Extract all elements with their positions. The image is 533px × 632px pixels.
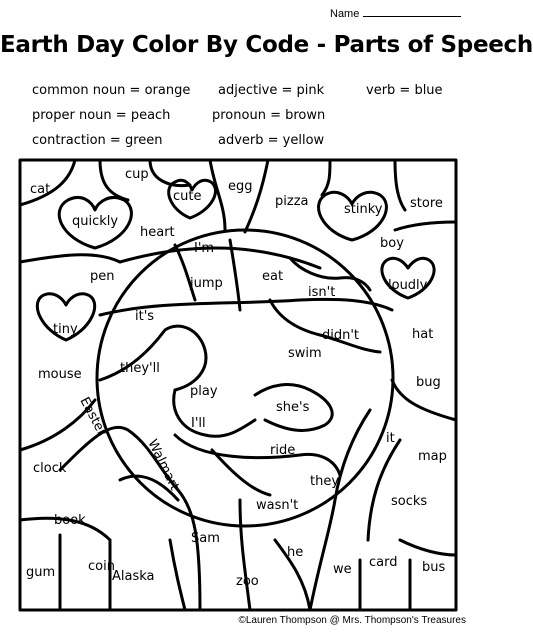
word-shes: she's xyxy=(276,400,310,415)
word-quickly: quickly xyxy=(72,214,119,229)
word-boy: boy xyxy=(380,236,404,251)
word-coin: coin xyxy=(88,559,115,574)
word-stinky: stinky xyxy=(344,202,383,217)
word-im: I'm xyxy=(194,241,215,256)
word-walmart: Walmart xyxy=(144,437,182,493)
word-book: book xyxy=(54,513,86,528)
word-map: map xyxy=(418,449,447,464)
word-we: we xyxy=(333,562,352,577)
word-cat: cat xyxy=(30,182,51,197)
word-pen: pen xyxy=(90,269,115,284)
word-swim: swim xyxy=(288,346,322,361)
copyright-footer: ©Lauren Thompson @ Mrs. Thompson's Treasures xyxy=(238,615,466,626)
word-sam: Sam xyxy=(191,531,220,546)
word-didnt: didn't xyxy=(322,328,360,343)
word-gum: gum xyxy=(26,565,56,580)
word-wasnt: wasn't xyxy=(256,498,299,513)
word-bug: bug xyxy=(416,375,441,390)
word-they: they xyxy=(310,474,340,489)
key-contraction: contraction = green xyxy=(32,133,163,148)
word-cup: cup xyxy=(125,167,149,182)
word-easter: Easter xyxy=(76,394,110,439)
word-socks: socks xyxy=(391,494,428,509)
key-adverb: adverb = yellow xyxy=(218,133,325,148)
word-clock: clock xyxy=(33,461,67,476)
key-verb: verb = blue xyxy=(366,83,443,98)
word-play: play xyxy=(190,384,218,399)
word-bus: bus xyxy=(422,560,446,575)
word-theyll: they'll xyxy=(120,361,160,376)
word-pizza: pizza xyxy=(275,194,309,209)
key-common-noun: common noun = orange xyxy=(32,83,191,98)
word-cute: cute xyxy=(173,189,202,204)
word-isnt: isn't xyxy=(308,285,336,300)
word-card: card xyxy=(369,555,398,570)
word-hat: hat xyxy=(412,327,434,342)
word-tiny: tiny xyxy=(53,322,78,337)
word-ill: I'll xyxy=(191,416,206,431)
word-it: it xyxy=(386,431,395,446)
word-store: store xyxy=(410,196,443,211)
word-ride: ride xyxy=(270,443,296,458)
word-egg: egg xyxy=(228,179,253,194)
key-pronoun: pronoun = brown xyxy=(212,108,326,123)
word-he: he xyxy=(287,545,304,560)
word-heart: heart xyxy=(140,225,175,240)
word-jump: jump xyxy=(190,276,223,291)
word-mouse: mouse xyxy=(38,367,82,382)
name-label: Name xyxy=(330,8,360,20)
word-alaska: Alaska xyxy=(112,569,155,584)
key-proper-noun: proper noun = peach xyxy=(32,108,171,123)
word-eat: eat xyxy=(262,269,284,284)
word-loudly: loudly xyxy=(388,278,428,293)
key-adjective: adjective = pink xyxy=(218,83,325,98)
word-its: it's xyxy=(135,309,155,324)
word-zoo: zoo xyxy=(236,574,259,589)
page-title: Earth Day Color By Code - Parts of Speech xyxy=(0,32,533,58)
